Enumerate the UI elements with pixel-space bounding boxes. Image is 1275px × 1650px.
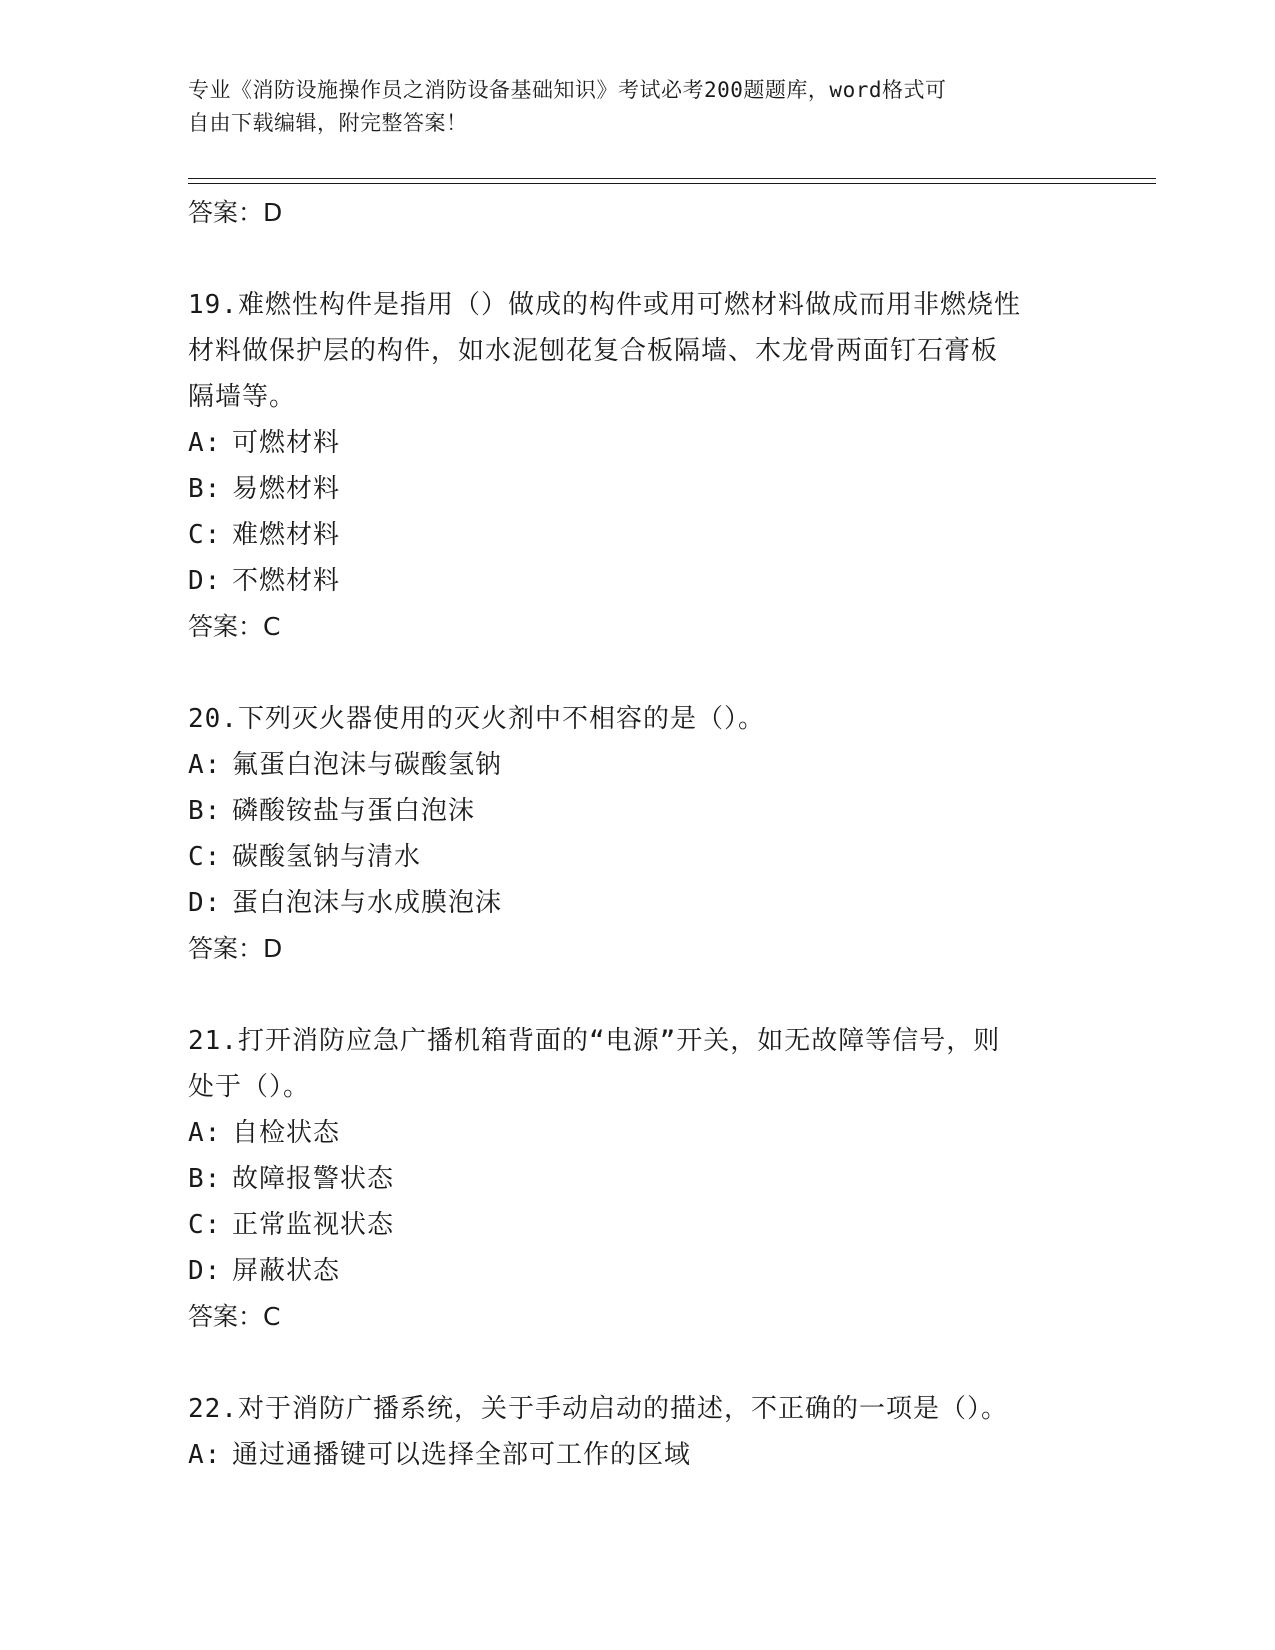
answer-option xyxy=(188,880,1088,926)
option-key: D: xyxy=(188,1256,222,1286)
option-text: 正常监视状态 xyxy=(232,1210,395,1240)
answer-option xyxy=(188,788,1088,834)
answer-line: 答案：C xyxy=(188,612,281,641)
header-rule-bottom xyxy=(188,183,1156,184)
option-text: 易燃材料 xyxy=(232,474,341,504)
option-text: 磷酸铵盐与蛋白泡沫 xyxy=(232,796,476,826)
answer-option xyxy=(188,1432,1088,1478)
option-key: A: xyxy=(188,428,222,458)
page-header xyxy=(188,74,1088,140)
question-text-line: 22.对于消防广播系统，关于手动启动的描述，不正确的一项是（）。 xyxy=(188,1394,1008,1424)
option-key: C: xyxy=(188,1210,222,1240)
option-key: A: xyxy=(188,1440,222,1470)
answer-line: 答案：C xyxy=(188,1302,281,1331)
option-key: A: xyxy=(188,1118,222,1148)
answer-option xyxy=(188,1202,1088,1248)
question-text-line: 处于（）。 xyxy=(188,1072,311,1102)
question-gap xyxy=(188,650,1088,696)
option-text: 屏蔽状态 xyxy=(232,1256,341,1286)
question-block xyxy=(188,1018,1088,1340)
option-text: 不燃材料 xyxy=(232,566,341,596)
option-text: 碳酸氢钠与清水 xyxy=(232,842,422,872)
question-gap xyxy=(188,1340,1088,1386)
option-text: 难燃材料 xyxy=(232,520,341,550)
question-text-line: 隔墙等。 xyxy=(188,382,297,412)
question-list xyxy=(188,190,1088,1478)
answer-line: 答案：D xyxy=(188,198,283,227)
option-text: 故障报警状态 xyxy=(232,1164,395,1194)
option-text: 蛋白泡沫与水成膜泡沫 xyxy=(232,888,503,918)
question-text-line: 21.打开消防应急广播机箱背面的“电源”开关，如无故障等信号，则 xyxy=(188,1026,1001,1056)
option-key: D: xyxy=(188,566,222,596)
answer-option xyxy=(188,512,1088,558)
option-key: B: xyxy=(188,796,222,826)
header-rule-top xyxy=(188,178,1156,179)
question-text-line: 19.难燃性构件是指用（）做成的构件或用可燃材料做成而用非燃烧性 xyxy=(188,290,1021,320)
answer-option xyxy=(188,420,1088,466)
question-block xyxy=(188,696,1088,972)
option-key: D: xyxy=(188,888,222,918)
option-text: 通过通播键可以选择全部可工作的区域 xyxy=(232,1440,692,1470)
option-text: 可燃材料 xyxy=(232,428,341,458)
answer-option xyxy=(188,834,1088,880)
header-line-2: 自由下载编辑，附完整答案！ xyxy=(188,111,468,135)
answer-option xyxy=(188,1248,1088,1294)
answer-option xyxy=(188,742,1088,788)
option-key: A: xyxy=(188,750,222,780)
answer-option xyxy=(188,1110,1088,1156)
question-gap xyxy=(188,236,1088,282)
answer-line: 答案：D xyxy=(188,934,283,963)
question-text-line: 20.下列灭火器使用的灭火剂中不相容的是（）。 xyxy=(188,704,765,734)
question-text-line: 材料做保护层的构件，如水泥刨花复合板隔墙、木龙骨两面钉石膏板 xyxy=(188,336,999,366)
question-block xyxy=(188,1386,1088,1478)
option-key: C: xyxy=(188,842,222,872)
option-key: C: xyxy=(188,520,222,550)
option-key: B: xyxy=(188,1164,222,1194)
question-block xyxy=(188,282,1088,650)
option-text: 自检状态 xyxy=(232,1118,341,1148)
option-key: B: xyxy=(188,474,222,504)
answer-option xyxy=(188,558,1088,604)
question-gap xyxy=(188,972,1088,1018)
answer-option xyxy=(188,1156,1088,1202)
header-line-1: 专业《消防设施操作员之消防设备基础知识》考试必考200题题库，word格式可 xyxy=(188,78,947,102)
option-text: 氟蛋白泡沫与碳酸氢钠 xyxy=(232,750,503,780)
answer-option xyxy=(188,466,1088,512)
